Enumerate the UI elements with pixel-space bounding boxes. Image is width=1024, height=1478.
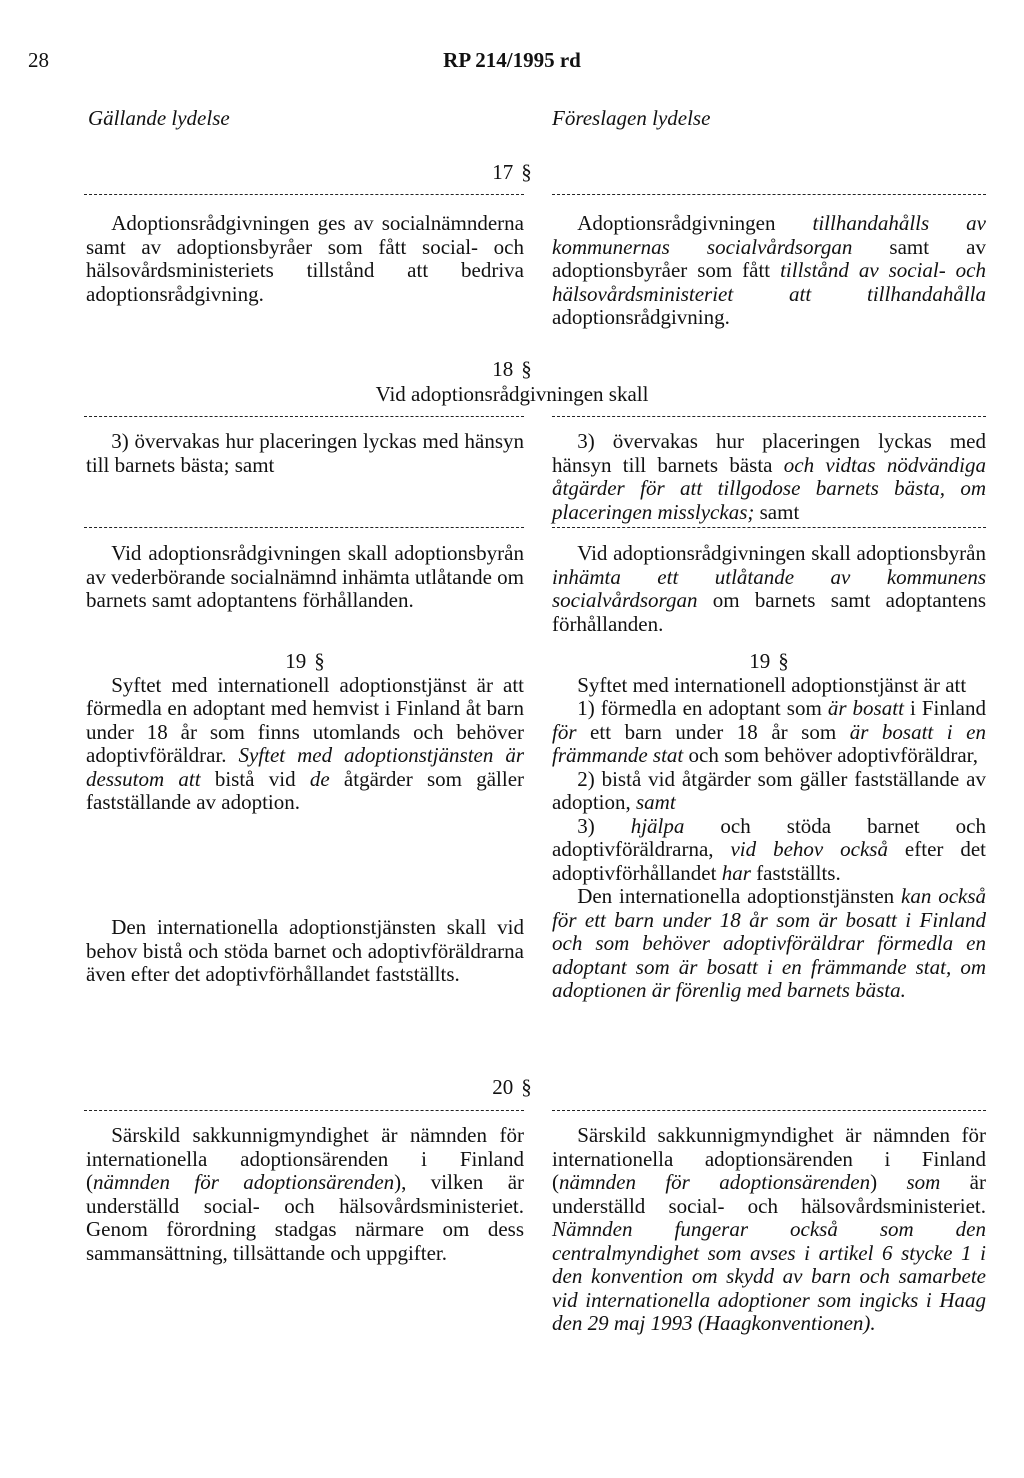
paragraph: Adoptionsrådgivningen tillhandahålls av kommunernas socialvårdsorgan samt av adoptionsbyråer som fått tillstånd av social- och hälsovårdsministeriet att tillhandahålla adoptionsrådgivning. (552, 211, 986, 329)
section-heading-19-proposed: 19 § (749, 649, 789, 673)
paragraph: Vid adoptionsrådgivningen skall adoptionsbyrån inhämta ett utlåtande av kommunens socialvårdsorgan om barnets samt adoptantens förhållanden. (552, 541, 986, 636)
paragraph: Särskild sakkunnigmyndighet är nämnden för internationella adoptionsärenden i Finland (nämnden för adoptionsärenden) som är underställd social- och hälsovårdsministeriet. Nämnden fungerar också som den centralmyndighet som avses i artikel 6 stycke 1 i den konvention om skydd av barn och samarbete vid internationella adoptioner som ingicks i Haag den 29 maj 1993 (Haagkonventionen). (552, 1123, 986, 1335)
paragraph: 3) övervakas hur placeringen lyckas med hänsyn till barnets bästa; samt (86, 429, 524, 477)
paragraph: Vid adoptionsrådgivningen skall adoptionsbyrån av vederbörande socialnämnd inhämta utlåtande om barnets samt adoptantens förhållanden. (86, 541, 524, 612)
section-symbol: § (521, 1075, 532, 1099)
section-heading-18 (0, 357, 1024, 382)
omission-line (84, 527, 524, 528)
s17-current-text (86, 212, 524, 306)
s19-current-text (86, 650, 524, 815)
section-symbol: § (521, 160, 532, 184)
s18-p2-current (86, 542, 524, 613)
s20-proposed-text (552, 1124, 986, 1336)
s17-proposed-text (552, 212, 986, 330)
omission-line (552, 527, 986, 528)
s19-current-p2 (86, 916, 524, 987)
s20-current-text (86, 1124, 524, 1265)
paragraph: Särskild sakkunnigmyndighet är nämnden för internationella adoptionsärenden i Finland (nämnden för adoptionsärenden), vilken är underställd social- och hälsovårdsministeriet. Genom förordning stadgas närmare om dess sammansättning, tillsättande och uppgifter. (86, 1123, 525, 1265)
s18-p2-proposed (552, 542, 986, 636)
paragraph: 3) övervakas hur placeringen lyckas med hänsyn till barnets bästa och vidtas nödvändiga åtgärder för att tillgodose barnets bästa, om placeringen misslyckas; samt (552, 429, 986, 524)
s18-p1-proposed (552, 430, 986, 524)
section-number: 18 (492, 357, 514, 381)
s18-p1-current (86, 430, 524, 477)
section-heading-17 (0, 160, 1024, 185)
paragraph: Den internationella adoptionstjänsten skall vid behov bistå och stöda barnet och adoptivföräldrarna även efter det adoptivförhållandet fastställts. (86, 915, 524, 986)
page-number: 28 (28, 48, 49, 72)
paragraph: Syftet med internationell adoptionstjänst är att (577, 672, 967, 697)
s18-intro: Vid adoptionsrådgivningen skall (375, 382, 649, 406)
section-heading-20 (0, 1075, 1024, 1100)
list-item: 2) bistå vid åtgärder som gäller fastställande av adoption, samt (552, 766, 986, 814)
paragraph: Den internationella adoptionstjänsten kan också för ett barn under 18 år som är bosatt i Finland och som behöver adoptivföräldrar förmedla en adoptant som är bosatt i en främmande stat, om adoptionen är förenlig med barnets bästa. (552, 884, 987, 1002)
column-heading-current: Gällande lydelse (88, 106, 230, 130)
section-number: 17 (492, 160, 514, 184)
list-item: 3) hjälpa och stöda barnet och adoptivföräldrarna, vid behov också efter det adoptivförhållandet har fastställts. (552, 813, 986, 885)
section-symbol: § (521, 357, 532, 381)
omission-line (552, 416, 986, 417)
section-number: 20 (492, 1075, 514, 1099)
omission-line (552, 194, 986, 195)
paragraph: Syftet med internationell adoptionstjänst är att förmedla en adoptant med hemvist i Finland åt barn under 18 år som finns utomlands och behöver adoptivföräldrar. Syftet med adoptionstjänsten är dessutom att bistå vid de åtgärder som gäller fastställande av adoption. (86, 672, 525, 814)
omission-line (84, 416, 524, 417)
list-item: 1) förmedla en adoptant som är bosatt i Finland för ett barn under 18 år som är bosatt i en främmande stat och som behöver adoptivföräldrar, (552, 696, 986, 767)
s19-proposed-text (552, 650, 986, 1003)
column-heading-proposed: Föreslagen lydelse (552, 106, 711, 130)
document-title: RP 214/1995 rd (443, 48, 581, 72)
omission-line (84, 1110, 524, 1111)
omission-line (84, 194, 524, 195)
paragraph: Adoptionsrådgivningen ges av socialnämnderna samt av adoptionsbyråer som fått social- och hälsovårdsministeriets tillstånd att bedriva adoptionsrådgivning. (86, 211, 524, 306)
section-heading-19-current: 19 § (285, 649, 325, 673)
omission-line (552, 1110, 986, 1111)
